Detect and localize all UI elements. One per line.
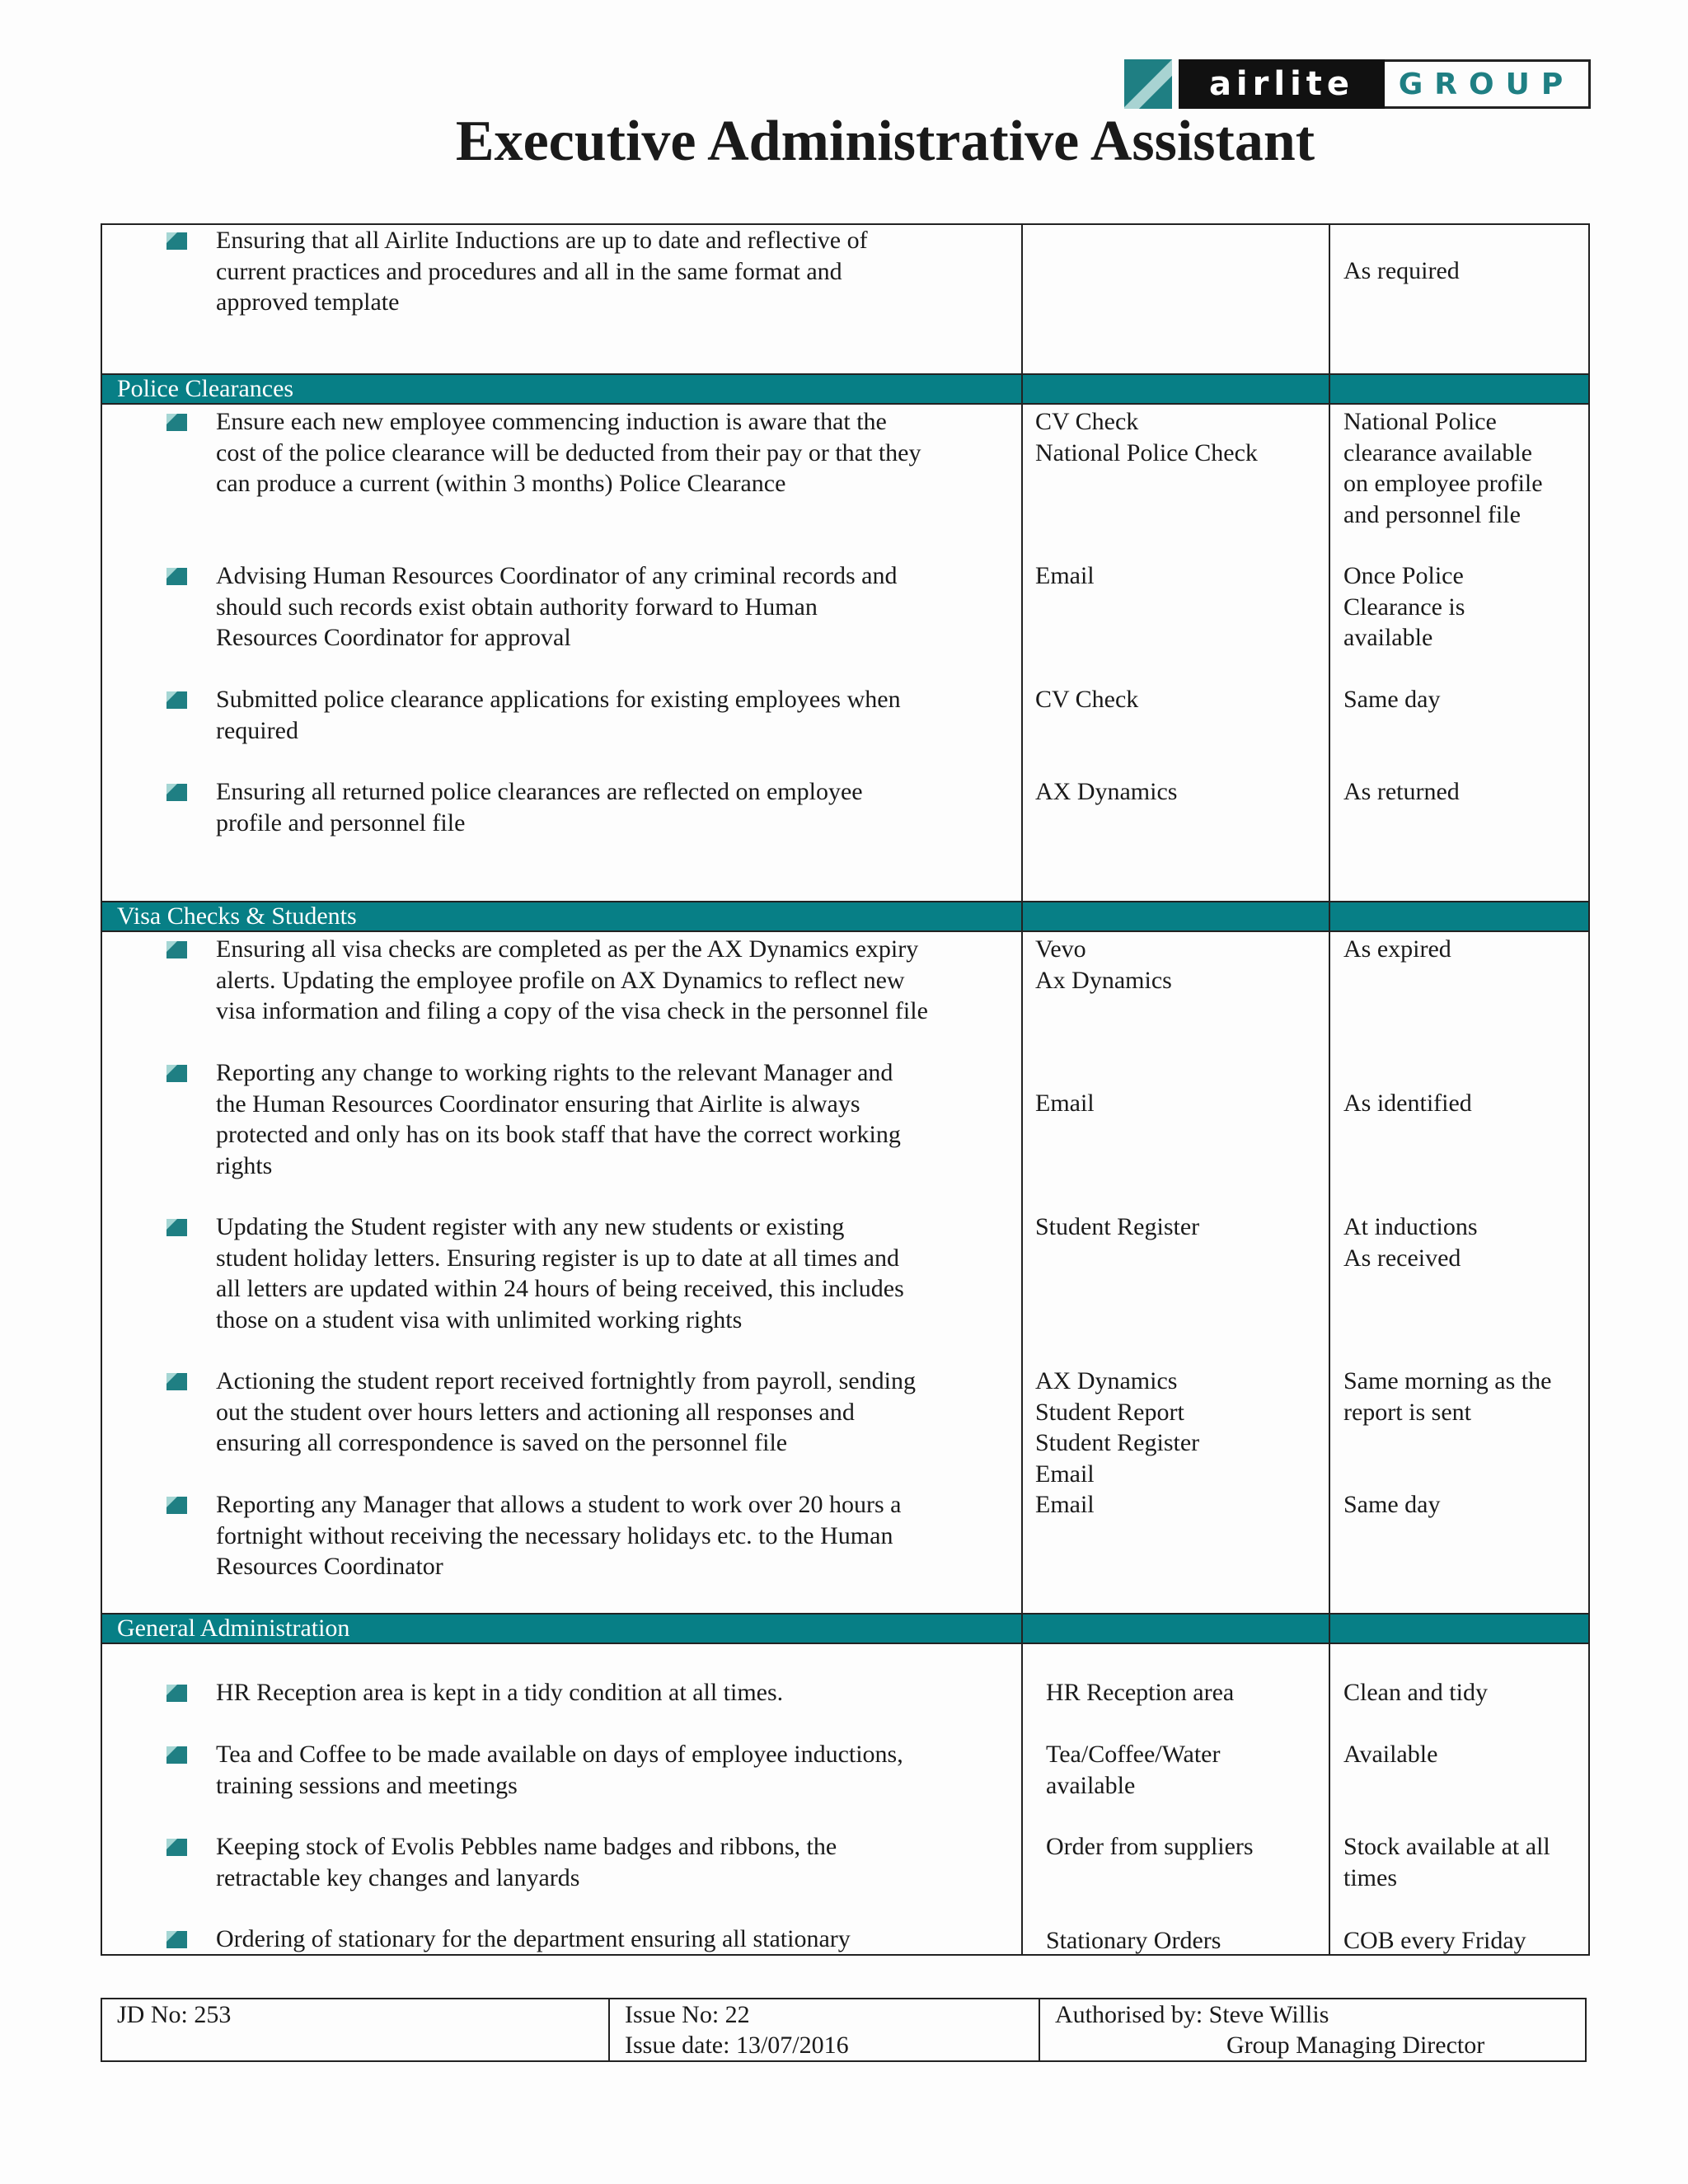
- column-divider-1: [1021, 225, 1023, 1954]
- timeframe-text: At inductions As received: [1343, 1213, 1478, 1272]
- section-header-visa-checks: [102, 901, 1588, 932]
- issue-date: Issue date: 13/07/2016: [625, 2032, 849, 2059]
- bullet-icon: [166, 414, 187, 431]
- bullet-icon: [166, 568, 187, 585]
- task-text: Reporting any change to working rights to the relevant Manager and the Human Resources Coordinator ensuring that Airlite is always protected and only has on its book staff that have the correct working rights: [216, 1059, 901, 1179]
- airlite-group-logo: [1124, 59, 1591, 109]
- bullet-icon: [166, 784, 187, 801]
- duties-table: [101, 223, 1590, 1956]
- section-title: General Administration: [117, 1615, 350, 1642]
- task-text: Submitted police clearance applications for existing employees when required: [216, 686, 901, 744]
- timeframe-text: Same day: [1343, 1491, 1441, 1518]
- bullet-icon: [166, 1373, 187, 1390]
- tool-text: AX Dynamics Student Report Student Register Email: [1035, 1367, 1200, 1488]
- band-divider: [1021, 1615, 1023, 1643]
- task-text: HR Reception area is kept in a tidy condition at all times.: [216, 1679, 784, 1706]
- bullet-icon: [166, 1497, 187, 1514]
- timeframe-text: Stock available at all times: [1343, 1833, 1550, 1891]
- timeframe-text: As returned: [1343, 778, 1460, 805]
- tool-text: Order from suppliers: [1046, 1833, 1254, 1860]
- task-text: Ensuring all visa checks are completed as per the AX Dynamics expiry alerts. Updating the employee profile on AX Dynamics to reflect new visa information and filing a copy of the visa check in the personnel file: [216, 935, 928, 1024]
- band-divider: [1329, 375, 1330, 403]
- timeframe-text: As identified: [1343, 1090, 1472, 1117]
- page-title: Executive Administrative Assistant: [455, 110, 1315, 173]
- section-title: Visa Checks & Students: [117, 902, 357, 930]
- task-text: Advising Human Resources Coordinator of any criminal records and should such records exist obtain authority forward to Human Resources Coordinator for approval: [216, 562, 898, 651]
- timeframe-text: National Police clearance available on employee profile and personnel file: [1343, 408, 1543, 528]
- bullet-icon: [166, 1746, 187, 1764]
- band-divider: [1021, 375, 1023, 403]
- task-text: Keeping stock of Evolis Pebbles name badges and ribbons, the retractable key changes and lanyards: [216, 1833, 837, 1891]
- tool-text: Tea/Coffee/Water available: [1046, 1741, 1221, 1799]
- tool-text: Stationary Orders: [1046, 1927, 1221, 1954]
- footer-divider: [608, 1999, 610, 2060]
- logo-mark-icon: [1124, 59, 1172, 109]
- timeframe-text: As required: [1343, 257, 1460, 284]
- jd-number: JD No: 253: [117, 2001, 232, 2028]
- section-header-police-clearances: [102, 373, 1588, 405]
- bullet-icon: [166, 941, 187, 958]
- tool-text: Student Register: [1035, 1213, 1200, 1240]
- document-footer: [101, 1998, 1587, 2062]
- tool-text: Email: [1035, 1491, 1095, 1518]
- footer-divider: [1039, 1999, 1040, 2060]
- authorisation: [1055, 1999, 1566, 2060]
- tool-text: Email: [1035, 1090, 1095, 1117]
- timeframe-text: Clean and tidy: [1343, 1679, 1488, 1706]
- authorised-by: Authorised by: Steve Willis: [1055, 2001, 1329, 2028]
- task-text: Ensuring that all Airlite Inductions are up to date and reflective of current practices and procedures and all in the same format and approved template: [216, 227, 868, 316]
- logo-brand: airlite: [1179, 59, 1385, 109]
- timeframe-text: Once Police Clearance is available: [1343, 562, 1465, 651]
- band-divider: [1329, 1615, 1330, 1643]
- timeframe-text: Same morning as the report is sent: [1343, 1367, 1552, 1426]
- bullet-icon: [166, 1065, 187, 1082]
- tool-text: CV Check National Police Check: [1035, 408, 1258, 466]
- band-divider: [1329, 902, 1330, 930]
- bullet-icon: [166, 1219, 187, 1236]
- tool-text: Vevo Ax Dynamics: [1035, 935, 1172, 994]
- tool-text: CV Check: [1035, 686, 1139, 713]
- section-title: Police Clearances: [117, 375, 294, 402]
- task-text: Updating the Student register with any new students or existing student holiday letters. Ensuring register is up to date at all times and all letters are updated within 24 hours of being received, this includes those on a student visa with unlimited working rights: [216, 1213, 904, 1333]
- section-header-general-administration: [102, 1613, 1588, 1644]
- issue-number: Issue No: 22: [625, 2001, 750, 2028]
- task-text: Ensuring all returned police clearances are reflected on employee profile and personnel file: [216, 778, 863, 837]
- bullet-icon: [166, 232, 187, 250]
- issue-info: [625, 1999, 849, 2060]
- task-text: Tea and Coffee to be made available on days of employee inductions, training sessions and meetings: [216, 1741, 903, 1799]
- bullet-icon: [166, 1931, 187, 1948]
- task-text: Reporting any Manager that allows a student to work over 20 hours a fortnight without receiving the necessary holidays etc. to the Human Resources Coordinator: [216, 1491, 902, 1580]
- timeframe-text: Available: [1343, 1741, 1438, 1768]
- bullet-icon: [166, 691, 187, 709]
- tool-text: Email: [1035, 562, 1095, 589]
- task-text: Ordering of stationary for the department ensuring all stationary: [216, 1925, 851, 1952]
- timeframe-text: COB every Friday: [1343, 1927, 1526, 1954]
- tool-text: AX Dynamics: [1035, 778, 1178, 805]
- logo-suffix: GROUP: [1385, 59, 1591, 109]
- tool-text: HR Reception area: [1046, 1679, 1235, 1706]
- bullet-icon: [166, 1839, 187, 1856]
- task-text: Actioning the student report received fortnightly from payroll, sending out the student over hours letters and actioning all responses and ensuring all correspondence is saved on the personnel file: [216, 1367, 916, 1456]
- band-divider: [1021, 902, 1023, 930]
- timeframe-text: Same day: [1343, 686, 1441, 713]
- authoriser-role: Group Managing Director: [1226, 2032, 1485, 2059]
- task-text: Ensure each new employee commencing induction is aware that the cost of the police clearance will be deducted from their pay or that they can produce a current (within 3 months) Police Clearance: [216, 408, 921, 497]
- timeframe-text: As expired: [1343, 935, 1451, 963]
- bullet-icon: [166, 1685, 187, 1702]
